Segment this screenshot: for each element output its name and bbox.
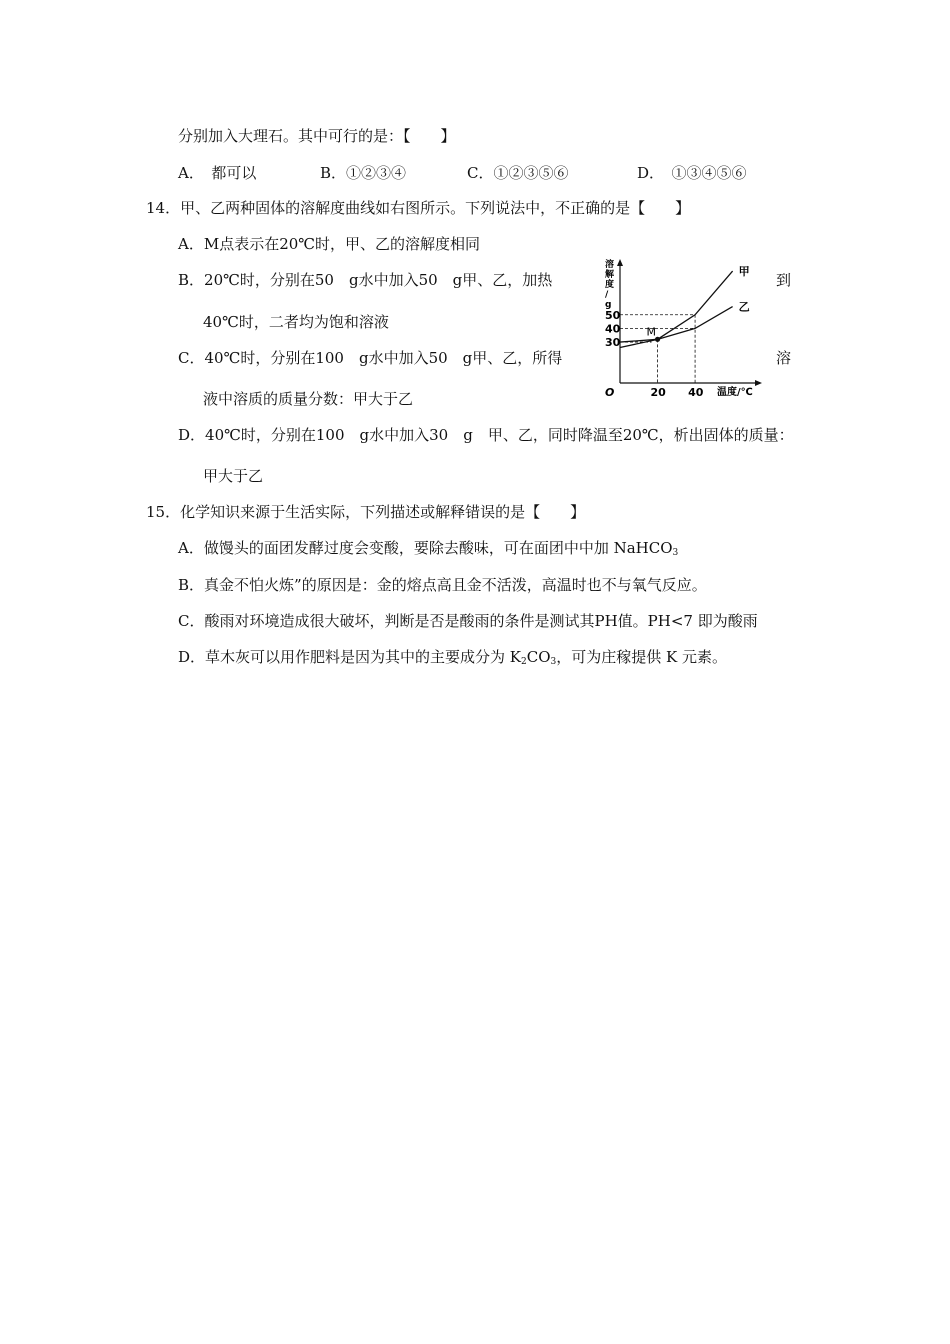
- q13-option-a: A． 都可以: [178, 164, 257, 182]
- y-tick-50: 50: [605, 308, 621, 322]
- q13-option-d: D． ①③④⑤⑥: [637, 164, 747, 182]
- q15-option-a: [178, 538, 678, 563]
- y-tick-40: 40: [605, 322, 621, 336]
- q15-option-d-text: D．草木灰可以用作肥料是因为其中的主要成分为 K: [178, 648, 522, 666]
- y-label-char: 度: [605, 280, 615, 290]
- y-axis-arrow: [617, 259, 623, 266]
- series-label-1: 乙: [738, 300, 750, 314]
- q15-option-d-sub2: 3: [550, 657, 557, 667]
- curves: [620, 265, 750, 347]
- q14-option-c-line2: 液中溶质的质量分数：甲大于乙: [203, 390, 414, 408]
- series-line-1: [620, 307, 733, 342]
- q15-option-a-sub: 3: [672, 548, 679, 558]
- y-label-char: g: [605, 300, 612, 310]
- x-tick-40: 40: [688, 386, 704, 399]
- y-label-char: 解: [605, 270, 615, 280]
- q15-option-d-sub1: 2: [521, 657, 527, 667]
- q14-option-c-tail: 溶: [776, 349, 792, 367]
- q13-option-b: B．①②③④: [320, 164, 407, 182]
- x-axis-label: 温度/℃: [717, 387, 753, 398]
- q14-option-c-line1: C．40℃时，分别在100 g水中加入50 g甲、乙，所得: [178, 349, 563, 367]
- guide-lines: [620, 315, 695, 383]
- solubility-chart: [602, 255, 766, 399]
- q14-option-d-line2: 甲大于乙: [203, 467, 264, 485]
- point-m-label: M: [646, 325, 657, 339]
- q15-option-d-co: CO: [526, 648, 551, 666]
- origin-label: O: [605, 386, 615, 399]
- q13-tail-text: 分别加入大理石。其中可行的是：【 】: [178, 127, 456, 145]
- q14-option-a: A．M点表示在20℃时，甲、乙的溶解度相同: [178, 235, 481, 253]
- x-tick-20: 20: [650, 386, 666, 399]
- series-label-0: 甲: [738, 265, 750, 279]
- y-axis-label: [605, 258, 615, 310]
- q14-option-b-tail: 到: [776, 271, 792, 289]
- x-axis-arrow: [755, 380, 762, 386]
- y-label-char: /: [605, 290, 609, 300]
- q14-option-b-line2: 40℃时，二者均为饱和溶液: [203, 313, 389, 331]
- q14-stem: 14．甲、乙两种固体的溶解度曲线如右图所示。下列说法中，不正确的是【 】: [146, 199, 691, 217]
- q15-option-d-end: ，可为庄稼提供 K 元素。: [556, 648, 728, 666]
- q15-option-b: B．真金不怕火炼”的原因是：金的熔点高且金不活泼，高温时也不与氧气反应。: [178, 576, 707, 594]
- q13-option-c: C．①②③⑤⑥: [467, 164, 569, 182]
- q15-option-c: C．酸雨对环境造成很大破坏，判断是否是酸雨的条件是测试其PH值。PH<7 即为酸雨: [178, 612, 758, 630]
- series-line-0: [620, 271, 733, 347]
- y-tick-30: 30: [605, 336, 621, 350]
- q14-option-d-line1: D．40℃时，分别在100 g水中加入30 g 甲、乙，同时降温至20℃，析出固体的质量：: [178, 426, 794, 444]
- q15-option-a-text: A．做馒头的面团发酵过度会变酸，要除去酸味，可在面团中中加 NaHCO: [178, 539, 673, 557]
- y-label-char: 溶: [605, 260, 615, 270]
- q15-option-d: [178, 647, 727, 672]
- q14-option-b-line1: B．20℃时，分别在50 g水中加入50 g甲、乙，加热: [178, 271, 553, 289]
- q15-stem: 15．化学知识来源于生活实际，下列描述或解释错误的是【 】: [146, 503, 586, 521]
